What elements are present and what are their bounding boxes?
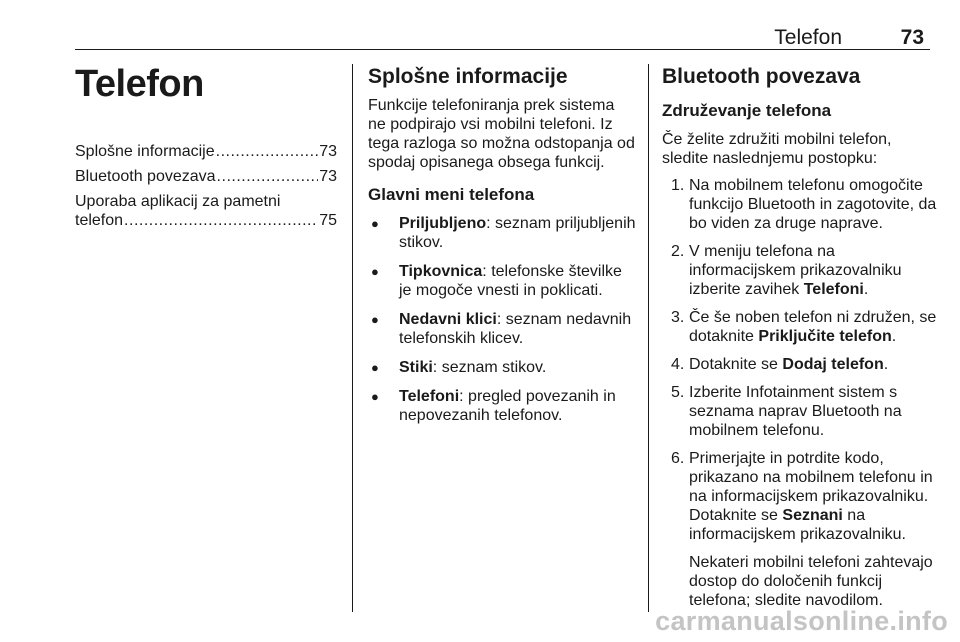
step-item <box>662 308 937 346</box>
list-item-term: Tipkovnica <box>399 263 483 280</box>
pairing-steps <box>662 176 937 610</box>
toc-entry-label: telefon <box>75 212 124 229</box>
column-divider-1 <box>352 64 353 612</box>
toc-leader-dots <box>217 167 319 186</box>
step-number: 1. <box>671 177 685 194</box>
toc-entry-page: 73 <box>319 168 337 185</box>
list-item <box>368 310 636 348</box>
site-watermark: carmanualsonline.info <box>655 606 948 636</box>
step-item <box>662 355 937 374</box>
list-item <box>368 214 636 252</box>
intro-paragraph: Če želite združiti mobilni telefon, sledite naslednjemu postopku: <box>662 131 892 167</box>
bluetooth-column <box>662 62 937 619</box>
list-item-term: Telefoni <box>399 388 460 405</box>
toc-entry[interactable] <box>75 142 337 161</box>
step-item <box>662 449 937 610</box>
subsection-heading: Glavni meni telefona <box>368 185 535 204</box>
list-item-term: Stiki <box>399 359 433 376</box>
step-text-end: . <box>883 356 889 373</box>
section-heading: Splošne informacije <box>368 65 568 88</box>
step-number: 4. <box>671 356 685 373</box>
step-ui-label: Seznani <box>782 507 843 524</box>
list-item <box>368 358 636 377</box>
column-divider-2 <box>648 64 649 612</box>
toc-entry-label: Bluetooth povezava <box>75 168 216 185</box>
list-item <box>368 387 636 425</box>
step-ui-label: Telefoni <box>803 281 864 298</box>
step-text: Primerjajte in potrdite kodo, prikazano na mobilnem telefonu in na informacijskem prikazovalniku. Dotaknite se <box>689 450 933 524</box>
toc-entry-page: 75 <box>319 212 337 229</box>
chapter-title: Telefon <box>75 63 204 105</box>
step-number: 6. <box>671 450 685 467</box>
table-of-contents <box>75 142 337 230</box>
step-ui-label: Priključite telefon <box>758 328 892 345</box>
list-item-desc: : telefonske številke je mogoče vnesti in poklicati. <box>399 263 622 299</box>
list-item <box>368 262 636 300</box>
step-note: Nekateri mobilni telefoni zahtevajo dostop do določenih funkcij telefona; sledite navodilom. <box>689 554 933 609</box>
header-page-number: 73 <box>900 26 924 49</box>
step-number: 5. <box>671 384 685 401</box>
step-text: Izberite Infotainment sistem s seznama naprav Bluetooth na mobilnem telefonu. <box>689 384 902 439</box>
toc-leader-dots <box>124 211 318 230</box>
step-text: Če še noben telefon ni združen, se dotaknite <box>689 309 937 345</box>
list-item-desc: : seznam stikov. <box>432 359 547 376</box>
toc-leader-dots <box>216 142 319 161</box>
step-number: 2. <box>671 243 685 260</box>
step-text-end: . <box>863 281 869 298</box>
toc-entry-label: Splošne informacije <box>75 143 215 160</box>
step-text-end: na informacijskem prikazovalniku. <box>689 507 906 543</box>
list-item-desc: : seznam priljubljenih stikov. <box>399 215 636 251</box>
list-item-term: Priljubljeno <box>399 215 487 232</box>
step-text: V meniju telefona na informacijskem prikazovalniku izberite zavihek <box>689 243 902 298</box>
step-item <box>662 176 937 233</box>
list-item-desc: : seznam nedavnih telefonskih klicev. <box>399 311 632 347</box>
list-item-desc: : pregled povezanih in nepovezanih telefonov. <box>399 388 616 424</box>
toc-entry-page: 73 <box>319 143 337 160</box>
header-section-title: Telefon <box>774 26 842 49</box>
main-menu-list <box>368 214 636 425</box>
header-rule <box>75 49 930 50</box>
step-item <box>662 242 937 299</box>
step-text-end: . <box>891 328 897 345</box>
intro-paragraph: Funkcije telefoniranja prek sistema ne podpirajo vsi mobilni telefoni. Iz tega razloga so možna odstopanja od spodaj opisanega obsega funkcij. <box>368 97 635 171</box>
general-info-column <box>368 62 636 435</box>
section-heading: Bluetooth povezava <box>662 65 861 88</box>
step-text: Na mobilnem telefonu omogočite funkcijo Bluetooth in zagotovite, da bo viden za druge naprave. <box>689 177 937 232</box>
step-item <box>662 383 937 440</box>
step-ui-label: Dodaj telefon <box>782 356 884 373</box>
subsection-heading: Združevanje telefona <box>662 101 832 120</box>
toc-entry[interactable] <box>75 192 337 230</box>
list-item-term: Nedavni klici <box>399 311 497 328</box>
step-text: Dotaknite se <box>689 356 783 373</box>
toc-entry[interactable] <box>75 167 337 186</box>
step-number: 3. <box>671 309 685 326</box>
toc-column <box>75 62 337 236</box>
toc-entry-label-line1: Uporaba aplikacij za pametni <box>75 193 281 210</box>
